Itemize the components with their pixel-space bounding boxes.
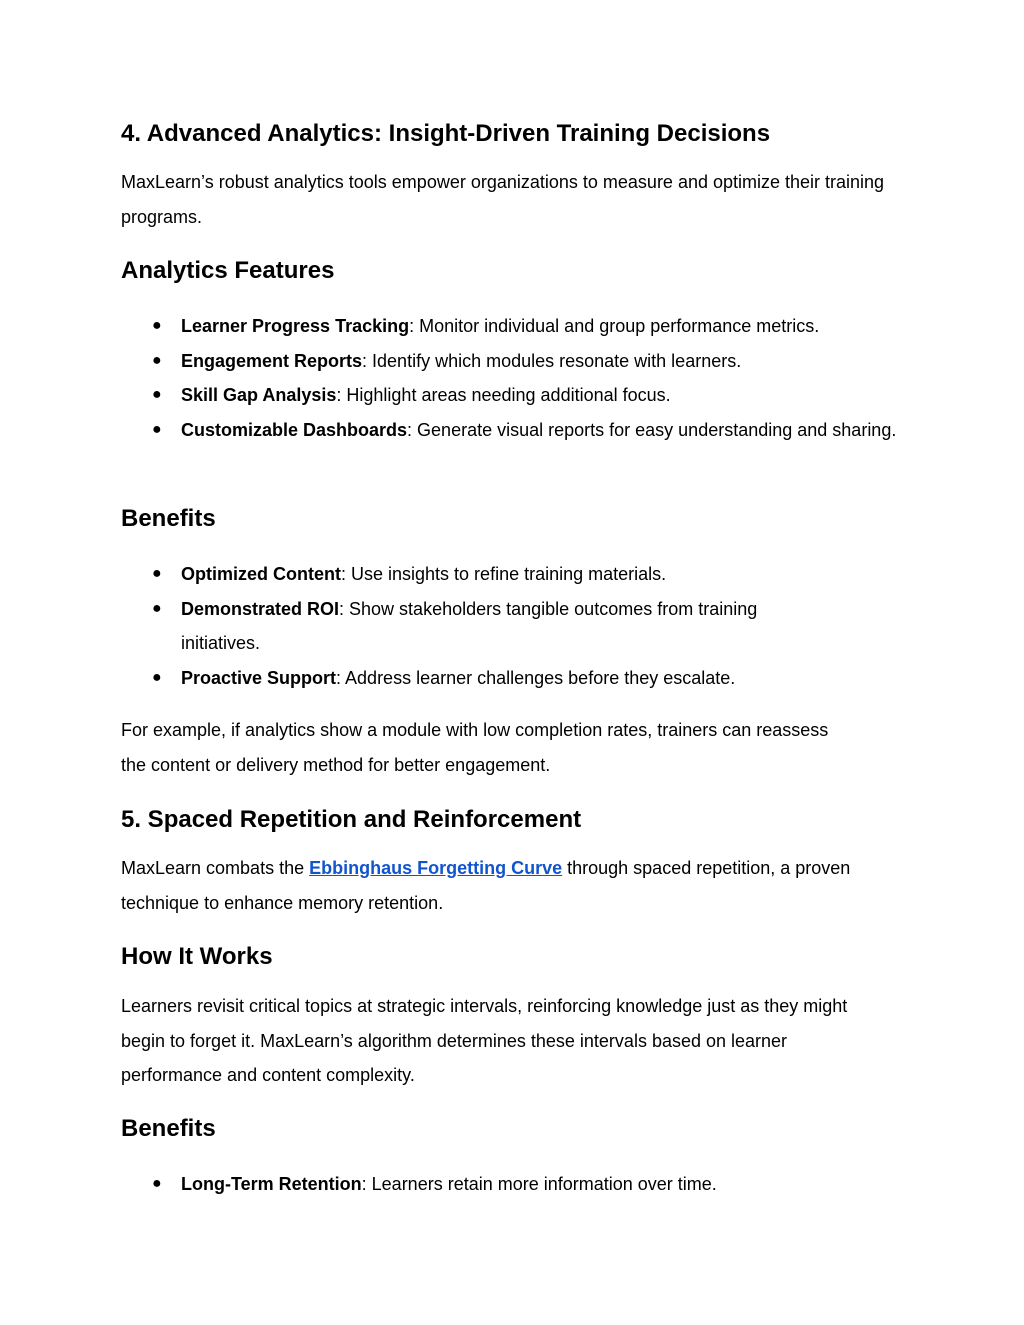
section-4-heading: 4. Advanced Analytics: Insight-Driven Training Decisions	[121, 120, 771, 147]
list-item-term: Engagement Reports	[181, 350, 363, 371]
how-it-works-heading: How It Works	[121, 943, 273, 970]
list-item-desc: : Use insights to refine training materials.	[341, 564, 667, 584]
list-item-desc: : Learners retain more information over time.	[361, 1174, 717, 1194]
list-item-desc: : Generate visual reports for easy understanding and sharing.	[407, 419, 897, 440]
analytics-features-list	[121, 309, 911, 447]
list-item	[121, 661, 841, 696]
benefits-heading-1: Benefits	[121, 505, 216, 532]
section-4-intro: MaxLearn’s robust analytics tools empower organizations to measure and optimize their training programs.	[121, 172, 885, 227]
list-item-term: Demonstrated ROI	[181, 598, 340, 619]
bullet-icon: ●	[152, 351, 162, 369]
bullet-icon: ●	[152, 1175, 162, 1192]
bullet-icon: ●	[152, 565, 162, 582]
list-item-desc: : Show stakeholders tangible outcomes from training initiatives.	[181, 598, 758, 653]
section-5-heading: 5. Spaced Repetition and Reinforcement	[121, 806, 582, 833]
list-item	[121, 309, 911, 344]
list-item	[121, 592, 841, 661]
list-item	[121, 413, 911, 448]
section-5-intro	[121, 851, 881, 920]
benefits-list-1	[121, 557, 841, 695]
list-item-desc: : Identify which modules resonate with learners.	[362, 350, 742, 371]
benefits-list-2	[121, 1167, 911, 1202]
analytics-example: For example, if analytics show a module with low completion rates, trainers can reassess the content or delivery method for better engagement.	[121, 720, 829, 775]
benefits-heading-2: Benefits	[121, 1115, 216, 1142]
list-item-desc: : Monitor individual and group performance metrics.	[409, 316, 820, 336]
intro-text-after: through spaced repetition, a proven technique to enhance memory retention.	[121, 858, 851, 913]
bullet-icon: ●	[152, 599, 162, 617]
list-item-desc: : Highlight areas needing additional focus.	[336, 385, 671, 405]
list-item-term: Optimized Content	[181, 564, 341, 584]
list-item	[121, 1167, 911, 1202]
list-item-term: Customizable Dashboards	[181, 419, 408, 440]
how-it-works-text: Learners revisit critical topics at strategic intervals, reinforcing knowledge just as they might begin to forget it. MaxLearn’s algorithm determines these intervals based on learner performance and content complexity.	[121, 996, 848, 1085]
list-item	[121, 344, 911, 379]
ebbinghaus-link[interactable]: Ebbinghaus Forgetting Curve	[309, 858, 563, 878]
list-item-term: Learner Progress Tracking	[181, 316, 410, 336]
list-item-term: Proactive Support	[181, 667, 337, 688]
analytics-features-heading: Analytics Features	[121, 257, 335, 284]
list-item-term: Long-Term Retention	[181, 1174, 362, 1194]
list-item	[121, 557, 841, 592]
list-item	[121, 378, 911, 413]
intro-text-before: MaxLearn combats the	[121, 858, 310, 878]
bullet-icon: ●	[152, 317, 162, 334]
bullet-icon: ●	[152, 386, 162, 403]
list-item-term: Skill Gap Analysis	[181, 385, 337, 405]
list-item-desc: : Address learner challenges before they escalate.	[336, 667, 736, 688]
bullet-icon: ●	[152, 420, 162, 438]
bullet-icon: ●	[152, 668, 162, 686]
